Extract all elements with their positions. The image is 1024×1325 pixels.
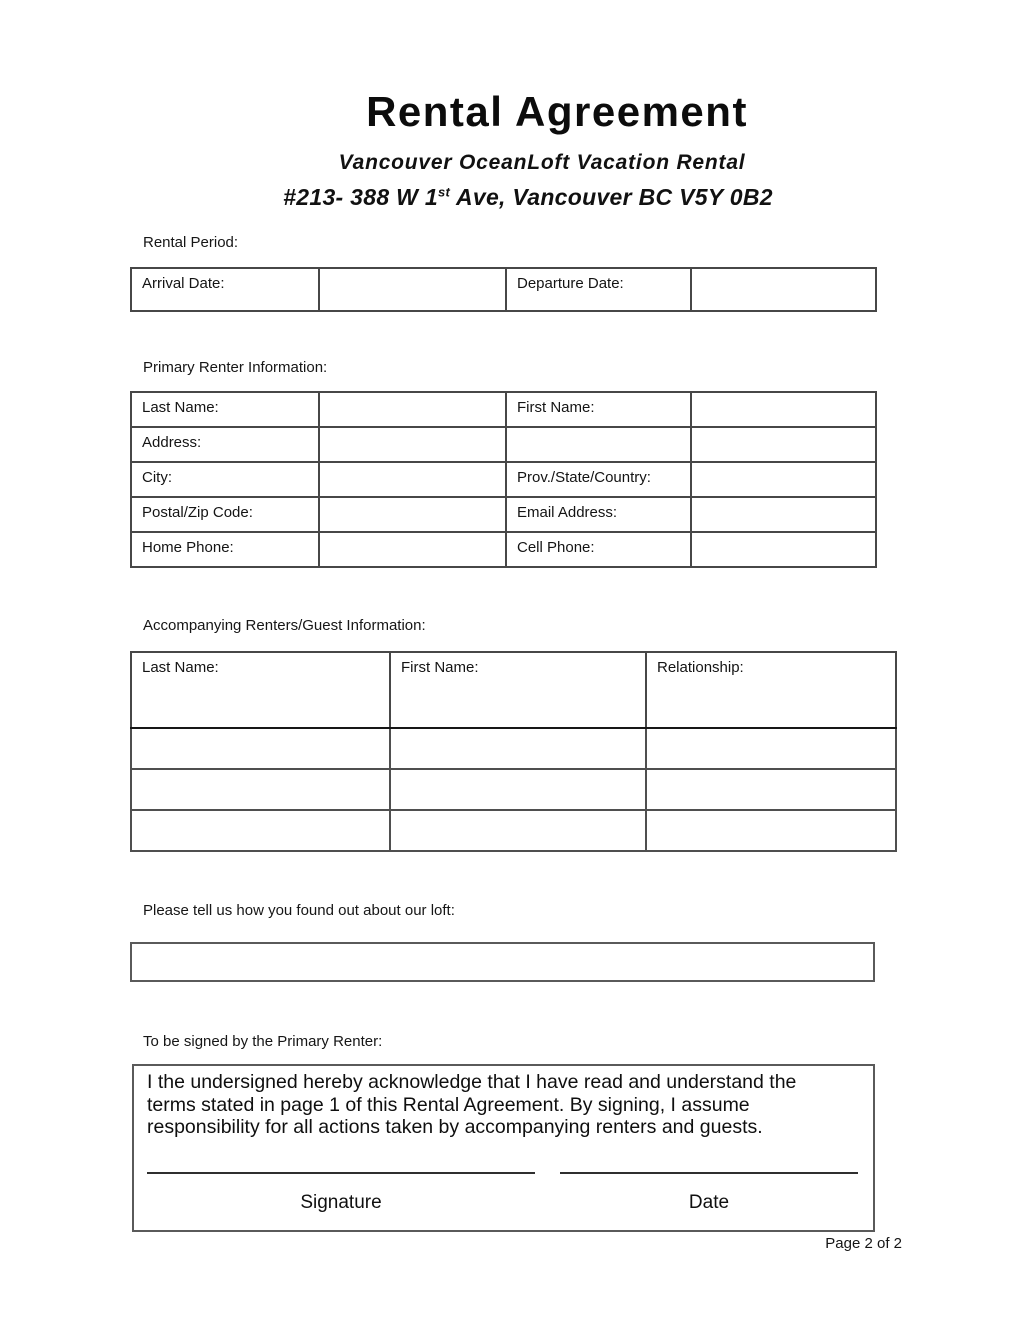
- table-row: [131, 532, 876, 567]
- guest-2-last-name-field[interactable]: [131, 769, 390, 810]
- signature-box: [132, 1064, 875, 1232]
- address-superscript: st: [437, 184, 451, 200]
- home-phone-label: Home Phone:: [131, 532, 319, 567]
- first-name-label: First Name:: [506, 392, 691, 427]
- date-line[interactable]: [560, 1172, 858, 1174]
- guest-1-last-name-field[interactable]: [131, 728, 390, 769]
- guest-1-first-name-field[interactable]: [390, 728, 646, 769]
- guest-relationship-header: Relationship:: [646, 652, 896, 728]
- guest-2-relationship-field[interactable]: [646, 769, 896, 810]
- departure-date-field[interactable]: [691, 268, 876, 311]
- address-field-cont-1[interactable]: [506, 427, 691, 462]
- table-row: [131, 392, 876, 427]
- property-subtitle-text: Vancouver OceanLoft Vacation Rental: [338, 151, 746, 174]
- signature-section-label: To be signed by the Primary Renter:: [143, 1033, 383, 1050]
- property-address: [0, 184, 1024, 211]
- guest-row-2: [131, 769, 896, 810]
- home-phone-field[interactable]: [319, 532, 506, 567]
- referral-section-label: Please tell us how you found out about our loft:: [143, 902, 455, 919]
- first-name-field[interactable]: [691, 392, 876, 427]
- signature-caption: Signature: [300, 1192, 382, 1213]
- departure-date-label: Departure Date:: [506, 268, 691, 311]
- page-number: Page 2 of 2: [825, 1235, 902, 1252]
- address-field-cont-2[interactable]: [691, 427, 876, 462]
- address-prefix: #213- 388 W 1: [283, 184, 438, 210]
- guest-row-1: [131, 728, 896, 769]
- guest-3-first-name-field[interactable]: [390, 810, 646, 851]
- guest-1-relationship-field[interactable]: [646, 728, 896, 769]
- page-title-text: Rental Agreement: [366, 88, 748, 135]
- guest-2-first-name-field[interactable]: [390, 769, 646, 810]
- accompanying-guests-table: [130, 651, 897, 852]
- postal-zip-field[interactable]: [319, 497, 506, 532]
- address-label: Address:: [131, 427, 319, 462]
- table-row: [131, 497, 876, 532]
- cell-phone-label: Cell Phone:: [506, 532, 691, 567]
- prov-state-country-field[interactable]: [691, 462, 876, 497]
- date-caption: Date: [688, 1192, 730, 1213]
- city-label: City:: [131, 462, 319, 497]
- arrival-date-label: Arrival Date:: [131, 268, 319, 311]
- guest-3-relationship-field[interactable]: [646, 810, 896, 851]
- last-name-label: Last Name:: [131, 392, 319, 427]
- page-title: [0, 88, 1024, 136]
- guest-header-row: [131, 652, 896, 728]
- guest-row-3: [131, 810, 896, 851]
- rental-period-row: [131, 268, 876, 311]
- arrival-date-field[interactable]: [319, 268, 506, 311]
- property-subtitle: [0, 151, 1024, 175]
- cell-phone-field[interactable]: [691, 532, 876, 567]
- rental-period-label: Rental Period:: [143, 234, 239, 251]
- city-field[interactable]: [319, 462, 506, 497]
- postal-zip-label: Postal/Zip Code:: [131, 497, 319, 532]
- guest-first-name-header: First Name:: [390, 652, 646, 728]
- email-address-label: Email Address:: [506, 497, 691, 532]
- table-row: [131, 427, 876, 462]
- guest-last-name-header: Last Name:: [131, 652, 390, 728]
- primary-renter-section-label: Primary Renter Information:: [143, 359, 328, 376]
- referral-input[interactable]: [130, 942, 875, 982]
- accompanying-section-label: Accompanying Renters/Guest Information:: [143, 617, 426, 634]
- address-suffix: Ave, Vancouver BC V5Y 0B2: [450, 184, 773, 210]
- acknowledgment-text: I the undersigned hereby acknowledge that I have read and understand the terms stated in page 1 of this Rental Agreement. By signing, I assume responsibility for all actions taken by accompanying renters and guests.: [147, 1071, 797, 1138]
- primary-renter-table: [130, 391, 877, 568]
- signature-line[interactable]: [147, 1172, 535, 1174]
- table-row: [131, 462, 876, 497]
- guest-3-last-name-field[interactable]: [131, 810, 390, 851]
- email-address-field[interactable]: [691, 497, 876, 532]
- rental-period-table: [130, 267, 877, 312]
- last-name-field[interactable]: [319, 392, 506, 427]
- prov-state-country-label: Prov./State/Country:: [506, 462, 691, 497]
- address-field[interactable]: [319, 427, 506, 462]
